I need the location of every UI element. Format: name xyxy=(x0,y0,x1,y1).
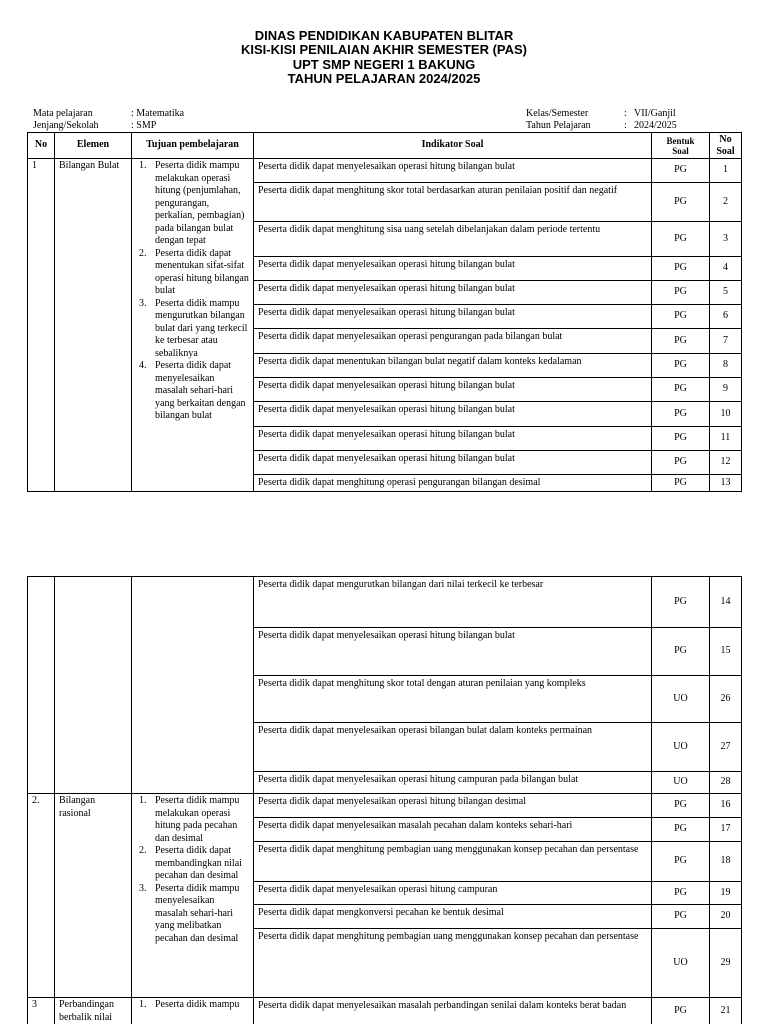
kelas-value: VII/Ganjil xyxy=(634,108,676,119)
kelas-colon: : xyxy=(624,108,627,119)
indikator-cell: Peserta didik dapat menyelesaikan operasi hitung bilangan bulat xyxy=(254,628,652,676)
no-soal-cell: 10 xyxy=(710,402,742,427)
no-soal-cell: 27 xyxy=(710,723,742,772)
col-header-indikator: Indikator Soal xyxy=(254,133,652,159)
no-soal-cell: 20 xyxy=(710,905,742,929)
mapel-value: : Matematika xyxy=(131,108,185,119)
indikator-cell: Peserta didik dapat mengurutkan bilangan dari nilai terkecil ke terbesar xyxy=(254,577,652,628)
bentuk-soal-cell: UO xyxy=(652,676,710,723)
elemen-cell xyxy=(55,577,132,794)
header-line-1: DINAS PENDIDIKAN KABUPATEN BLITAR xyxy=(254,28,514,43)
header-line-4: TAHUN PELAJARAN 2024/2025 xyxy=(287,71,481,87)
indikator-cell: Peserta didik dapat menentukan bilangan bulat negatif dalam konteks kedalaman xyxy=(254,354,652,378)
tahun-label: Tahun Pelajaran xyxy=(526,120,591,131)
nosoal-line-2: Soal xyxy=(716,145,735,157)
document-meta xyxy=(0,0,768,140)
section-number-cell: 2. xyxy=(28,794,55,998)
tujuan-item-number: 2. xyxy=(139,845,147,856)
tujuan-item-text: Peserta didik dapat menentukan sifat-sifat operasi hitung bilangan bulat xyxy=(155,247,249,296)
bentuk-soal-cell: PG xyxy=(652,354,710,378)
tujuan-list xyxy=(136,999,249,1012)
header-line-3: UPT SMP NEGERI 1 BAKUNG xyxy=(292,56,476,72)
no-soal-cell: 8 xyxy=(710,354,742,378)
tujuan-item xyxy=(136,845,249,883)
indikator-cell: Peserta didik dapat menghitung skor total berdasarkan aturan penilaian positif dan negatif xyxy=(254,183,652,222)
table-row xyxy=(28,159,742,183)
indikator-cell: Peserta didik dapat mengkonversi pecahan ke bentuk desimal xyxy=(254,905,652,929)
indikator-cell: Peserta didik dapat menyelesaikan operasi hitung bilangan bulat xyxy=(254,159,652,183)
jenjang-value: : SMP xyxy=(131,120,157,131)
indikator-cell: Peserta didik dapat menghitung sisa uang setelah dibelanjakan dalam periode tertentu xyxy=(254,222,652,257)
no-soal-cell: 6 xyxy=(710,305,742,329)
header-line-2: KISI-KISI PENILAIAN AKHIR SEMESTER (PAS) xyxy=(240,42,528,58)
no-soal-cell: 13 xyxy=(710,475,742,492)
bentuk-soal-cell: PG xyxy=(652,329,710,354)
indikator-cell: Peserta didik dapat menyelesaikan operasi hitung bilangan bulat xyxy=(254,305,652,329)
elemen-cell: Bilangan rasional xyxy=(55,794,132,998)
indikator-cell: Peserta didik dapat menyelesaikan operasi hitung bilangan bulat xyxy=(254,402,652,427)
indikator-cell: Peserta didik dapat menghitung pembagian uang menggunakan konsep pecahan dan persentase xyxy=(254,929,652,998)
tujuan-item-number: 1. xyxy=(139,795,147,806)
indikator-cell: Peserta didik dapat menyelesaikan operasi hitung bilangan desimal xyxy=(254,794,652,818)
table-row xyxy=(28,998,742,1024)
bentuk-line-1: Bentuk xyxy=(666,135,695,146)
tujuan-cell xyxy=(132,998,254,1024)
bentuk-soal-cell: UO xyxy=(652,772,710,794)
elemen-cell: Perbandingan berbalik nilai xyxy=(55,998,132,1024)
no-soal-cell: 7 xyxy=(710,329,742,354)
bentuk-soal-cell: PG xyxy=(652,427,710,451)
section-number-cell xyxy=(28,577,55,794)
indikator-cell: Peserta didik dapat menyelesaikan operasi hitung bilangan bulat xyxy=(254,427,652,451)
no-soal-cell: 15 xyxy=(710,628,742,676)
bentuk-soal-cell: PG xyxy=(652,378,710,402)
tahun-colon: : xyxy=(624,120,627,131)
section-number-cell: 3 xyxy=(28,998,55,1024)
tahun-value: 2024/2025 xyxy=(634,120,677,131)
tujuan-list xyxy=(136,795,249,945)
tujuan-item-number: 1. xyxy=(139,999,147,1010)
bentuk-soal-cell: PG xyxy=(652,794,710,818)
no-soal-cell: 9 xyxy=(710,378,742,402)
no-soal-cell: 14 xyxy=(710,577,742,628)
indikator-cell: Peserta didik dapat menyelesaikan operasi bilangan bulat dalam konteks permainan xyxy=(254,723,652,772)
indikator-cell: Peserta didik dapat menyelesaikan masalah pecahan dalam konteks sehari-hari xyxy=(254,818,652,842)
no-soal-cell: 29 xyxy=(710,929,742,998)
no-soal-cell: 11 xyxy=(710,427,742,451)
indikator-cell: Peserta didik dapat menyelesaikan operasi hitung campuran pada bilangan bulat xyxy=(254,772,652,794)
no-soal-cell: 5 xyxy=(710,281,742,305)
no-soal-cell: 17 xyxy=(710,818,742,842)
mapel-label: Mata pelajaran xyxy=(33,108,93,119)
no-soal-cell: 2 xyxy=(710,183,742,222)
tujuan-item-text: Peserta didik dapat membandingkan nilai pecahan dan desimal xyxy=(155,845,242,881)
kisi-kisi-table-page-1 xyxy=(27,132,742,492)
tujuan-cell xyxy=(132,794,254,998)
bentuk-soal-cell: PG xyxy=(652,475,710,492)
col-header-tujuan: Tujuan pembelajaran xyxy=(132,133,254,159)
bentuk-soal-cell: UO xyxy=(652,723,710,772)
bentuk-soal-cell: PG xyxy=(652,842,710,882)
tujuan-item-text: Peserta didik mampu melakukan operasi hitung pada pecahan dan desimal xyxy=(155,795,240,844)
bentuk-soal-cell: PG xyxy=(652,159,710,183)
bentuk-soal-cell: PG xyxy=(652,998,710,1024)
tujuan-item-number: 2. xyxy=(139,247,147,259)
bentuk-soal-cell: PG xyxy=(652,402,710,427)
no-soal-cell: 21 xyxy=(710,998,742,1024)
no-soal-cell: 3 xyxy=(710,222,742,257)
bentuk-soal-cell: PG xyxy=(652,222,710,257)
tujuan-list xyxy=(136,160,249,423)
no-soal-cell: 4 xyxy=(710,257,742,281)
tujuan-item-text: Peserta didik mampu menyelesaikan masalah sehari-hari yang melibatkan pecahan dan desimal xyxy=(155,882,240,944)
no-soal-cell: 19 xyxy=(710,882,742,905)
tujuan-item xyxy=(136,795,249,845)
col-header-no: No xyxy=(28,133,55,159)
bentuk-soal-cell: PG xyxy=(652,577,710,628)
col-header-elemen: Elemen xyxy=(55,133,132,159)
indikator-cell: Peserta didik dapat menyelesaikan operasi hitung bilangan bulat xyxy=(254,378,652,402)
no-soal-cell: 1 xyxy=(710,159,742,183)
col-header-bentuk xyxy=(652,133,710,159)
elemen-cell: Bilangan Bulat xyxy=(55,159,132,492)
no-soal-cell: 18 xyxy=(710,842,742,882)
bentuk-soal-cell: PG xyxy=(652,628,710,676)
section-number-cell: 1 xyxy=(28,159,55,492)
bentuk-soal-cell: UO xyxy=(652,929,710,998)
tujuan-cell xyxy=(132,577,254,794)
tujuan-item xyxy=(136,360,249,423)
table-row xyxy=(28,794,742,818)
tujuan-item-text: Peserta didik mampu melakukan operasi hitung (penjumlahan, pengurangan, perkalian, pembagian) pada bilangan bulat dengan tepat xyxy=(155,160,245,246)
tujuan-item-text: Peserta didik mampu mengurutkan bilangan bulat dari yang terkecil ke terbesar atau sebaliknya xyxy=(155,297,248,359)
kelas-label: Kelas/Semester xyxy=(526,108,589,119)
no-soal-cell: 12 xyxy=(710,451,742,475)
tujuan-item-text: Peserta didik dapat menyelesaikan masalah sehari-hari yang berkaitan dengan bilangan bulat xyxy=(155,360,246,421)
indikator-cell: Peserta didik dapat menyelesaikan operasi hitung campuran xyxy=(254,882,652,905)
tujuan-item-number: 3. xyxy=(139,882,147,894)
tujuan-item-number: 4. xyxy=(139,360,147,371)
kisi-kisi-table-page-2 xyxy=(27,576,742,1024)
no-soal-cell: 16 xyxy=(710,794,742,818)
bentuk-soal-cell: PG xyxy=(652,905,710,929)
tujuan-cell xyxy=(132,159,254,492)
bentuk-soal-cell: PG xyxy=(652,281,710,305)
indikator-cell: Peserta didik dapat menghitung pembagian uang menggunakan konsep pecahan dan persentase xyxy=(254,842,652,882)
no-soal-cell: 28 xyxy=(710,772,742,794)
bentuk-soal-cell: PG xyxy=(652,818,710,842)
tujuan-item xyxy=(136,999,249,1012)
tujuan-item xyxy=(136,298,249,361)
col-header-nosoal xyxy=(710,133,742,159)
jenjang-label: Jenjang/Sekolah xyxy=(33,120,99,131)
indikator-cell: Peserta didik dapat menyelesaikan operasi pengurangan pada bilangan bulat xyxy=(254,329,652,354)
table-header-row xyxy=(28,133,742,159)
no-soal-cell: 26 xyxy=(710,676,742,723)
bentuk-soal-cell: PG xyxy=(652,257,710,281)
indikator-cell: Peserta didik dapat menghitung operasi pengurangan bilangan desimal xyxy=(254,475,652,492)
tujuan-item xyxy=(136,248,249,298)
bentuk-soal-cell: PG xyxy=(652,305,710,329)
tujuan-item-number: 3. xyxy=(139,297,147,309)
indikator-cell: Peserta didik dapat menghitung skor total dengan aturan penilaian yang kompleks xyxy=(254,676,652,723)
tujuan-item xyxy=(136,160,249,248)
table-row xyxy=(28,577,742,628)
tujuan-item-text: Peserta didik mampu xyxy=(155,999,240,1010)
bentuk-soal-cell: PG xyxy=(652,451,710,475)
nosoal-line-1: No xyxy=(719,134,732,145)
indikator-cell: Peserta didik dapat menyelesaikan operasi hitung bilangan bulat xyxy=(254,257,652,281)
bentuk-soal-cell: PG xyxy=(652,882,710,905)
tujuan-item xyxy=(136,883,249,946)
indikator-cell: Peserta didik dapat menyelesaikan operasi hitung bilangan bulat xyxy=(254,451,652,475)
bentuk-soal-cell: PG xyxy=(652,183,710,222)
indikator-cell: Peserta didik dapat menyelesaikan masalah perbandingan senilai dalam konteks berat badan xyxy=(254,998,652,1024)
bentuk-line-2: Soal xyxy=(672,145,689,156)
indikator-cell: Peserta didik dapat menyelesaikan operasi hitung bilangan bulat xyxy=(254,281,652,305)
tujuan-item-number: 1. xyxy=(139,160,147,171)
